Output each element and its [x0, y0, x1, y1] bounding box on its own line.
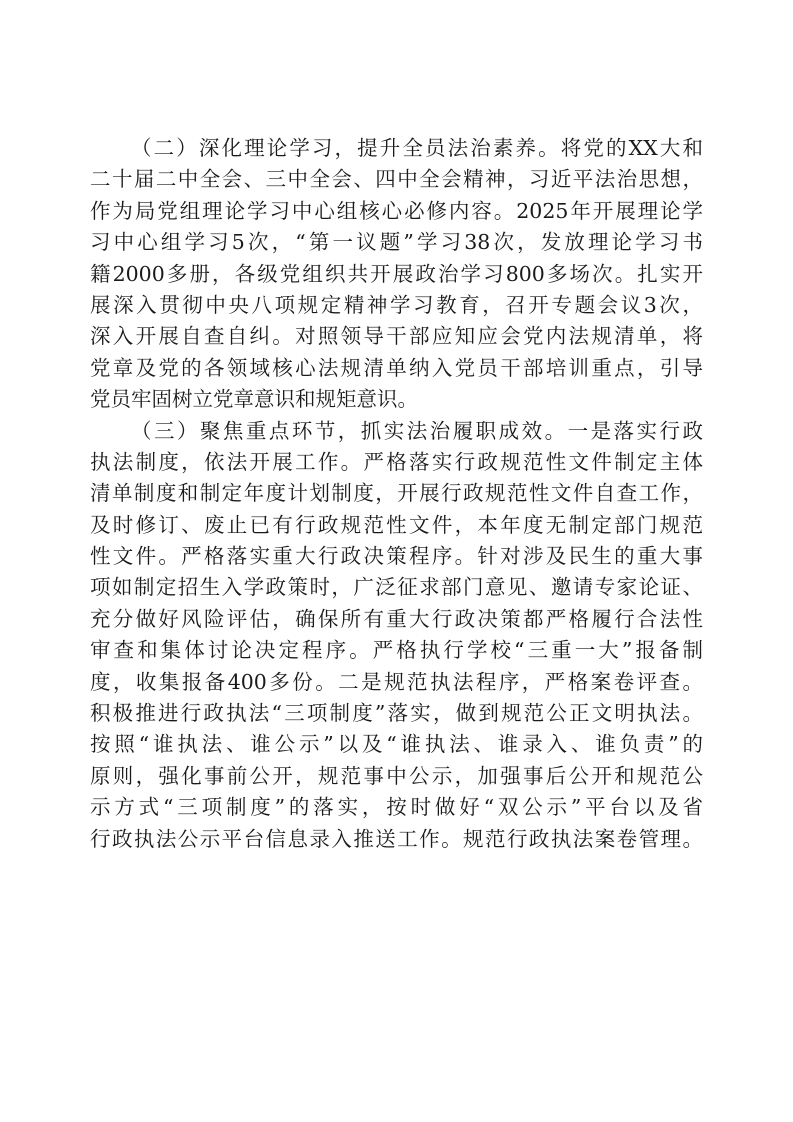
- text-line: 作为局党组理论学习中心组核心必修内容。2025年开展理论学: [90, 198, 703, 223]
- text-line: 审查和集体讨论决定程序。严格执行学校“三重一大”报备制: [90, 638, 703, 663]
- text-line: 执法制度，依法开展工作。严格落实行政规范性文件制定主体: [90, 449, 703, 474]
- text-line: 二十届二中全会、三中全会、四中全会精神，习近平法治思想，: [90, 167, 703, 192]
- text-line: 原则，强化事前公开，规范事中公示，加强事后公开和规范公: [90, 763, 703, 788]
- text-line: 示方式“三项制度”的落实，按时做好“双公示”平台以及省: [90, 795, 703, 820]
- text-line: 习中心组学习5次，“第一议题”学习38次，发放理论学习书: [90, 230, 703, 255]
- paragraph-section-2: [90, 133, 703, 416]
- text-line: 清单制度和制定年度计划制度，开展行政规范性文件自查工作，: [90, 481, 703, 506]
- text-line: 按照“谁执法、谁公示”以及“谁执法、谁录入、谁负责”的: [90, 732, 703, 757]
- text-line: （三）聚焦重点环节，抓实法治履职成效。一是落实行政: [131, 418, 703, 443]
- text-line: 度，收集报备400多份。二是规范执法程序，严格案卷评查。: [90, 669, 703, 694]
- document-body: [90, 133, 703, 855]
- text-line: 性文件。严格落实重大行政决策程序。针对涉及民生的重大事: [90, 544, 703, 569]
- text-line: 展深入贯彻中央八项规定精神学习教育，召开专题会议3次，: [90, 292, 703, 317]
- text-line: 行政执法公示平台信息录入推送工作。规范行政执法案卷管理。: [90, 826, 703, 851]
- text-line: 充分做好风险评估，确保所有重大行政决策都严格履行合法性: [90, 606, 703, 631]
- text-line: 党章及党的各领域核心法规清单纳入党员干部培训重点，引导: [90, 355, 703, 380]
- text-line: 籍2000多册，各级党组织共开展政治学习800多场次。扎实开: [90, 261, 703, 286]
- text-line: 项如制定招生入学政策时，广泛征求部门意见、邀请专家论证、: [90, 575, 703, 600]
- text-line: 党员牢固树立党章意识和规矩意识。: [90, 387, 418, 412]
- text-line: 深入开展自查自纠。对照领导干部应知应会党内法规清单，将: [90, 324, 703, 349]
- text-line: 积极推进行政执法“三项制度”落实，做到规范公正文明执法。: [90, 701, 703, 726]
- text-line: 及时修订、废止已有行政规范性文件，本年度无制定部门规范: [90, 512, 703, 537]
- paragraph-section-3: [90, 416, 703, 855]
- text-line: （二）深化理论学习，提升全员法治素养。将党的XX大和: [131, 136, 703, 160]
